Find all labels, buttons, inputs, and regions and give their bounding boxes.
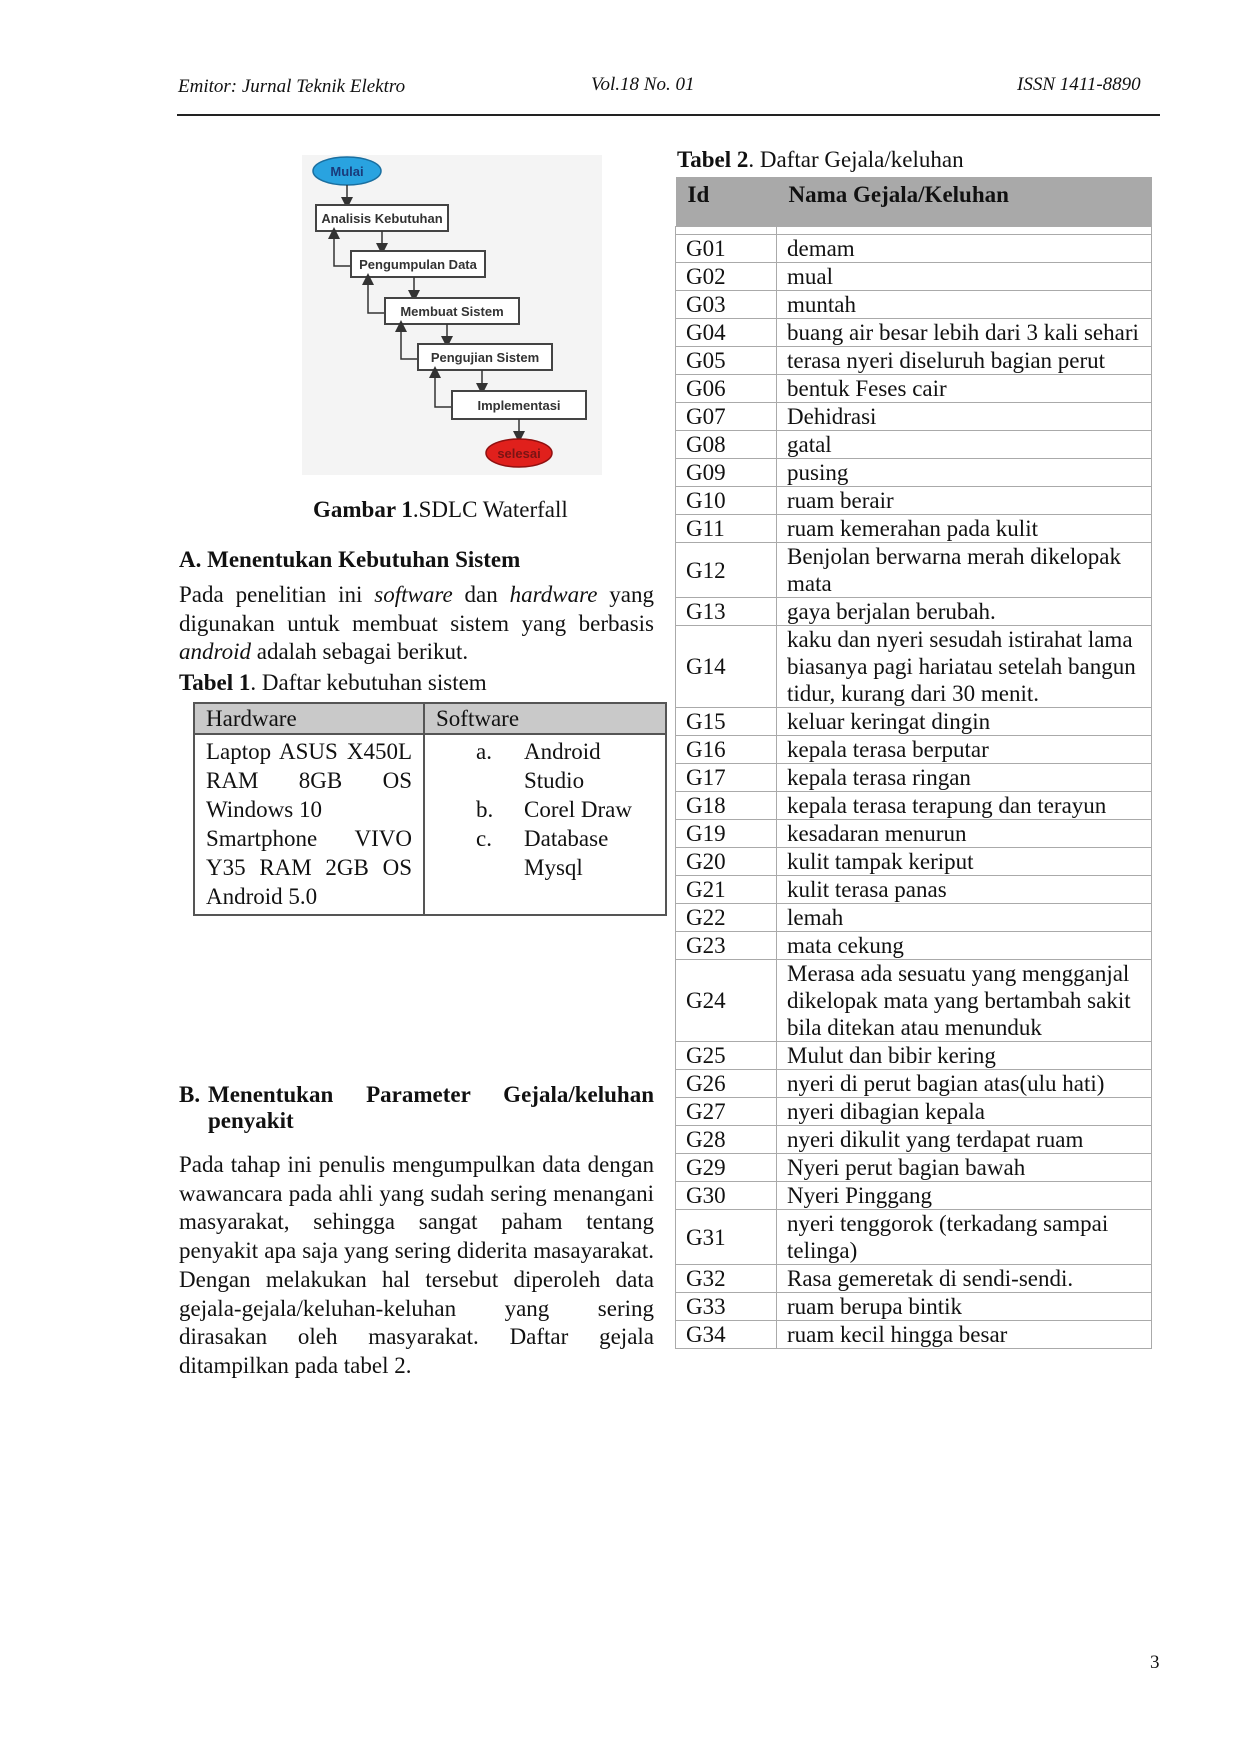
svg-text:Pengujian Sistem: Pengujian Sistem <box>430 350 540 365</box>
software-item: c. Database Mysql <box>476 826 609 880</box>
symptom-id: G21 <box>676 876 777 904</box>
table-row <box>676 764 1152 792</box>
page-number: 3 <box>1150 1652 1160 1673</box>
symptom-name: lemah <box>777 904 1152 932</box>
symptom-name: kulit terasa panas <box>777 876 1152 904</box>
section-b-paragraph: Pada tahap ini penulis mengumpulkan data dengan wawancara pada ahli yang sudah sering menangani masyarakat, sehingga sangat paham tentang penyakit apa saja yang sering diderita masayarakat. Dengan melakukan hal tersebut diperoleh data gejala-gejala/keluhan-keluhan yang sering dirasakan oleh masyarakat. Daftar gejala ditampilkan pada tabel 2. <box>179 1152 654 1378</box>
svg-text:Analisis Kebutuhan: Analisis Kebutuhan <box>321 211 443 226</box>
table-row <box>676 1265 1152 1293</box>
table-row <box>676 736 1152 764</box>
symptom-id: G13 <box>676 598 777 626</box>
symptom-id: G31 <box>676 1210 777 1265</box>
table-row <box>676 960 1152 1042</box>
table-row <box>676 1182 1152 1210</box>
software-cell <box>424 734 666 915</box>
section-a-heading: A. Menentukan Kebutuhan Sistem <box>179 547 521 572</box>
sdlc-waterfall-figure <box>302 155 602 475</box>
symptom-name: terasa nyeri diseluruh bagian perut <box>777 347 1152 375</box>
hardware-cell <box>194 734 424 915</box>
symptom-id: G05 <box>676 347 777 375</box>
symptom-id: G33 <box>676 1293 777 1321</box>
section-b-heading: B. Menentukan Parameter Gejala/keluhan penyakit <box>179 1082 654 1133</box>
table-row <box>676 459 1152 487</box>
symptom-id: G11 <box>676 515 777 543</box>
symptom-id: G10 <box>676 487 777 515</box>
software-item: a. Android Studio <box>476 739 601 793</box>
symptom-id: G08 <box>676 431 777 459</box>
table-row <box>676 319 1152 347</box>
symptom-name: demam <box>777 235 1152 263</box>
symptom-name: ruam kemerahan pada kulit <box>777 515 1152 543</box>
symptom-name: mual <box>777 263 1152 291</box>
symptom-name: kepala terasa terapung dan terayun <box>777 792 1152 820</box>
symptom-name: gaya berjalan berubah. <box>777 598 1152 626</box>
symptom-id: G24 <box>676 960 777 1042</box>
symptom-id: G20 <box>676 848 777 876</box>
symptom-name: kaku dan nyeri sesudah istirahat lama biasanya pagi hariatau setelah bangun tidur, kurang dari 30 menit. <box>777 626 1152 708</box>
table-row <box>676 431 1152 459</box>
svg-text:Implementasi: Implementasi <box>477 398 561 413</box>
symptom-name: nyeri tenggorok (terkadang sampai telinga) <box>777 1210 1152 1265</box>
table-row <box>676 1293 1152 1321</box>
journal-title: Emitor: Jurnal Teknik Elektro <box>178 76 406 97</box>
symptom-id: G27 <box>676 1098 777 1126</box>
symptom-name: nyeri dikulit yang terdapat ruam <box>777 1126 1152 1154</box>
symptom-id: G18 <box>676 792 777 820</box>
symptom-name: Dehidrasi <box>777 403 1152 431</box>
table-row <box>676 347 1152 375</box>
symptom-id: G14 <box>676 626 777 708</box>
symptom-name: ruam berair <box>777 487 1152 515</box>
table2-caption: Tabel 2. Daftar Gejala/keluhan <box>677 147 964 172</box>
symptom-name: kepala terasa berputar <box>777 736 1152 764</box>
table-row <box>676 904 1152 932</box>
symptom-id: G07 <box>676 403 777 431</box>
software-item: b. Corel Draw <box>476 797 632 822</box>
table-row <box>676 598 1152 626</box>
start-label: Mulai <box>330 164 364 179</box>
figure-caption: Gambar 1.SDLC Waterfall <box>313 497 568 522</box>
table-row <box>676 487 1152 515</box>
symptom-id: G32 <box>676 1265 777 1293</box>
end-label: selesai <box>497 446 541 461</box>
symptom-id: G12 <box>676 543 777 598</box>
table-row <box>676 1210 1152 1265</box>
symptom-id: G09 <box>676 459 777 487</box>
symptom-name: kepala terasa ringan <box>777 764 1152 792</box>
table1-caption: Tabel 1. Daftar kebutuhan sistem <box>179 670 487 695</box>
name-header: Nama Gejala/Keluhan <box>777 177 1152 227</box>
table-row <box>676 1098 1152 1126</box>
symptom-name: bentuk Feses cair <box>777 375 1152 403</box>
symptom-name: nyeri di perut bagian atas(ulu hati) <box>777 1070 1152 1098</box>
symptom-id: G02 <box>676 263 777 291</box>
symptom-id: G34 <box>676 1321 777 1349</box>
table-row <box>676 543 1152 598</box>
symptom-id: G29 <box>676 1154 777 1182</box>
symptom-id: G16 <box>676 736 777 764</box>
table-row <box>676 1070 1152 1098</box>
table-row <box>676 1042 1152 1070</box>
table-row <box>676 1126 1152 1154</box>
table-row <box>676 876 1152 904</box>
svg-text:Pengumpulan Data: Pengumpulan Data <box>359 257 477 272</box>
table-row <box>676 263 1152 291</box>
symptom-name: nyeri dibagian kepala <box>777 1098 1152 1126</box>
symptom-name: keluar keringat dingin <box>777 708 1152 736</box>
section-a-paragraph: Pada penelitian ini software dan hardware yang digunakan untuk membuat sistem yang berbasis android adalah sebagai berikut. <box>179 582 654 665</box>
symptom-name: gatal <box>777 431 1152 459</box>
symptom-name: Merasa ada sesuatu yang mengganjal dikelopak mata yang bertambah sakit bila ditekan atau menunduk <box>777 960 1152 1042</box>
table-row <box>676 375 1152 403</box>
symptom-id: G15 <box>676 708 777 736</box>
symptom-id: G26 <box>676 1070 777 1098</box>
table-row <box>676 820 1152 848</box>
symptom-name: ruam berupa bintik <box>777 1293 1152 1321</box>
table-row <box>676 1154 1152 1182</box>
symptom-id: G22 <box>676 904 777 932</box>
symptom-name: Nyeri perut bagian bawah <box>777 1154 1152 1182</box>
issn: ISSN 1411-8890 <box>1017 74 1141 95</box>
symptom-id: G23 <box>676 932 777 960</box>
symptom-id: G03 <box>676 291 777 319</box>
symptom-id: G06 <box>676 375 777 403</box>
symptom-id: G19 <box>676 820 777 848</box>
svg-text:Membuat Sistem: Membuat Sistem <box>400 304 504 319</box>
table-row <box>676 403 1152 431</box>
hardware-item: Smartphone VIVO Y35 RAM 2GB OS Android 5.0 <box>206 826 412 909</box>
table-row <box>676 235 1152 263</box>
symptom-name: Rasa gemeretak di sendi-sendi. <box>777 1265 1152 1293</box>
symptom-name: mata cekung <box>777 932 1152 960</box>
table-row <box>676 708 1152 736</box>
symptom-id: G04 <box>676 319 777 347</box>
table-row <box>676 932 1152 960</box>
symptom-id: G30 <box>676 1182 777 1210</box>
symptom-name: Benjolan berwarna merah dikelopak mata <box>777 543 1152 598</box>
table-row <box>676 792 1152 820</box>
symptom-name: muntah <box>777 291 1152 319</box>
header-rule <box>177 114 1160 116</box>
table-row <box>676 626 1152 708</box>
symptom-name: kesadaran menurun <box>777 820 1152 848</box>
symptom-name: kulit tampak keriput <box>777 848 1152 876</box>
table-row <box>676 1321 1152 1349</box>
hardware-item: Laptop ASUS X450L RAM 8GB OS Windows 10 <box>206 739 412 822</box>
id-header: Id <box>676 177 777 227</box>
symptom-id: G28 <box>676 1126 777 1154</box>
volume-info: Vol.18 No. 01 <box>591 74 695 95</box>
symptom-id: G25 <box>676 1042 777 1070</box>
symptom-name: ruam kecil hingga besar <box>777 1321 1152 1349</box>
table-row <box>676 848 1152 876</box>
table-row <box>676 291 1152 319</box>
symptom-name: Nyeri Pinggang <box>777 1182 1152 1210</box>
symptom-name: buang air besar lebih dari 3 kali sehari <box>777 319 1152 347</box>
software-header: Software <box>424 703 666 734</box>
system-requirements-table <box>193 702 667 916</box>
symptom-name: Mulut dan bibir kering <box>777 1042 1152 1070</box>
symptom-id: G17 <box>676 764 777 792</box>
table-row <box>676 515 1152 543</box>
hardware-header: Hardware <box>194 703 424 734</box>
symptom-id: G01 <box>676 235 777 263</box>
symptoms-table <box>675 177 1152 1349</box>
symptom-name: pusing <box>777 459 1152 487</box>
